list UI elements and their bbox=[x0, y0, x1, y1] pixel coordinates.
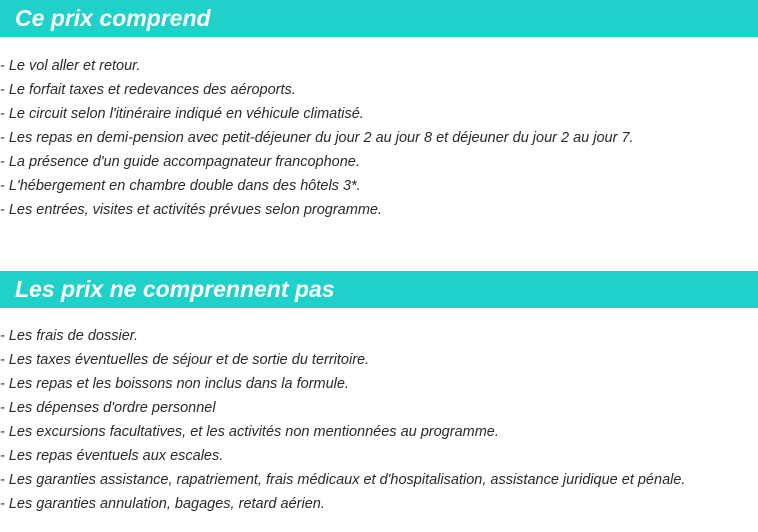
list-item: - Le forfait taxes et redevances des aéroports. bbox=[0, 82, 296, 98]
list-item: - Le vol aller et retour. bbox=[0, 58, 141, 74]
list-item: - Les entrées, visites et activités prévues selon programme. bbox=[0, 202, 382, 218]
list-item: - Les taxes éventuelles de séjour et de sortie du territoire. bbox=[0, 352, 370, 368]
list-item: - Les excursions facultatives, et les activités non mentionnées au programme. bbox=[0, 424, 499, 440]
excluded-items-list bbox=[0, 324, 758, 516]
included-items-list bbox=[0, 54, 758, 222]
excluded-section-title: Les prix ne comprennent pas bbox=[0, 271, 758, 308]
list-item: - Les repas éventuels aux escales. bbox=[0, 448, 224, 464]
list-item: - L'hébergement en chambre double dans des hôtels 3*. bbox=[0, 178, 361, 194]
list-item: - La présence d'un guide accompagnateur francophone. bbox=[0, 154, 360, 170]
list-item: - Les repas en demi-pension avec petit-déjeuner du jour 2 au jour 8 et déjeuner du jour 2 au jour 7. bbox=[0, 130, 634, 146]
included-section-title: Ce prix comprend bbox=[0, 0, 758, 37]
list-item: - Les garanties assistance, rapatriement, frais médicaux et d'hospitalisation, assistance juridique et pénale. bbox=[0, 472, 686, 488]
list-item: - Les garanties annulation, bagages, retard aérien. bbox=[0, 496, 325, 512]
list-item: - Le circuit selon l'itinéraire indiqué en véhicule climatisé. bbox=[0, 106, 364, 122]
list-item: - Les frais de dossier. bbox=[0, 328, 139, 344]
list-item: - Les repas et les boissons non inclus dans la formule. bbox=[0, 376, 349, 392]
list-item: - Les dépenses d'ordre personnel bbox=[0, 400, 216, 416]
